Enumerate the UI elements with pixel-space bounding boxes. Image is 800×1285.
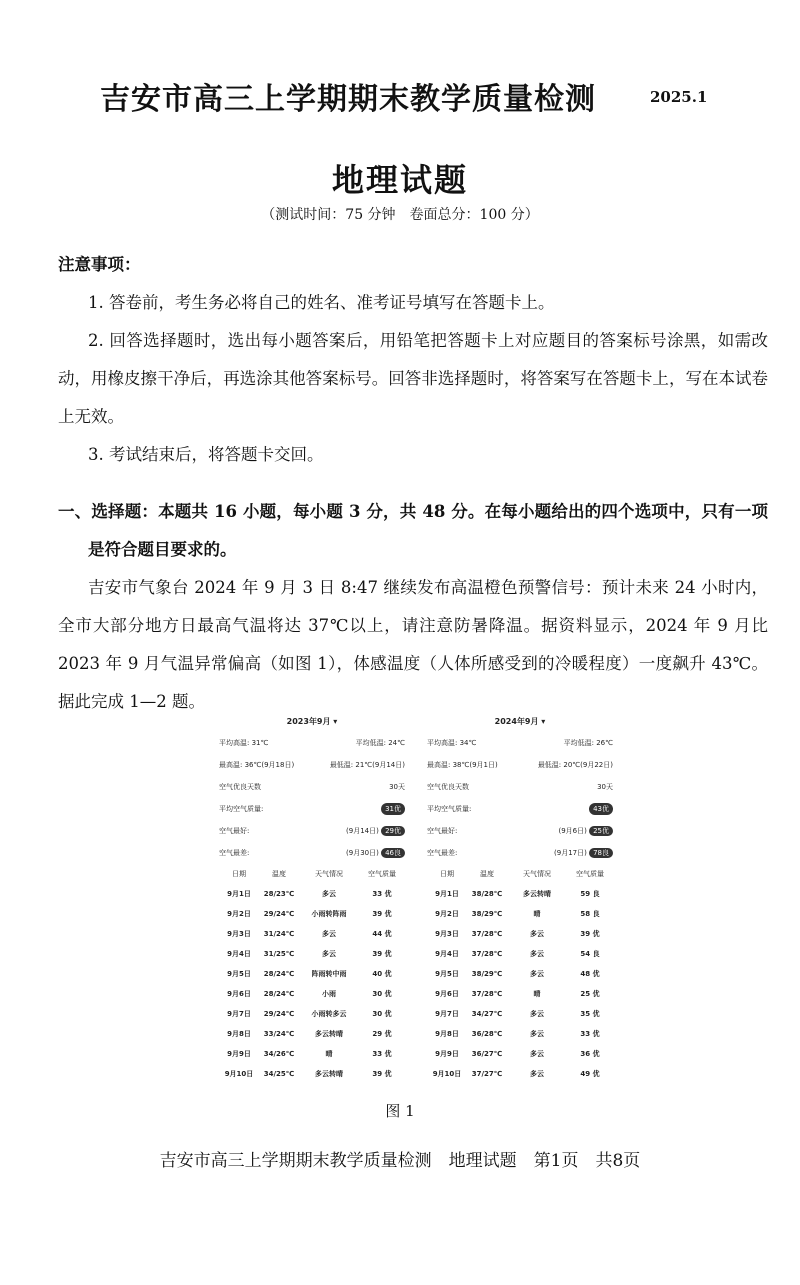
table-cell: 39 优 [372,950,392,958]
table-cell: 36/28℃ [471,1030,503,1038]
month-selector[interactable]: 2024年9月 ▾ [494,717,546,726]
avg-low: 平均低温: 24℃ [355,739,405,747]
table-cell: 9月1日 [435,890,459,898]
worst-aq-badge: 78良 [589,848,613,858]
table-cell: 9月4日 [227,950,251,958]
table-row [219,924,405,944]
page-footer: 吉安市高三上学期期末教学质量检测 地理试题 第1页 共8页 [159,1151,641,1171]
table-header [219,864,405,884]
good-days-label: 空气优良天数 [427,783,469,791]
table-cell: 9月6日 [227,990,251,998]
table-row [427,1044,613,1064]
table-cell: 晴 [325,1050,333,1058]
best-aq-label: 空气最好: [427,827,458,835]
table-cell: 31/25℃ [263,950,295,958]
table-cell: 33 优 [580,1030,600,1038]
worst-aq-label: 空气最差: [219,849,250,857]
worst-aq-date: (9月30日) [346,849,379,857]
max-temp: 最高温: 36℃(9月18日) [219,761,295,769]
month-selector[interactable]: 2023年9月 ▾ [286,717,338,726]
table-cell: 37/28℃ [471,990,503,998]
table-cell: 48 优 [580,970,600,978]
best-aq-badge: 25优 [589,826,613,836]
table-cell: 33/24℃ [263,1030,295,1038]
table-cell: 9月5日 [227,970,251,978]
table-cell: 37/27℃ [471,1070,503,1078]
column-header: 空气质量 [368,870,396,878]
table-cell: 9月3日 [435,930,459,938]
table-cell: 小雨转多云 [311,1010,347,1018]
table-cell: 37/28℃ [471,950,503,958]
table-cell: 38/28℃ [471,890,503,898]
month-panel [219,712,405,1084]
table-cell: 25 优 [580,990,600,998]
worst-aq-date: (9月17日) [554,849,587,857]
avg-aq-badge: 31优 [381,803,405,815]
table-cell: 9月7日 [227,1010,251,1018]
column-header: 天气情况 [315,870,343,878]
table-cell: 40 优 [372,970,392,978]
table-header [427,864,613,884]
table-row [219,944,405,964]
table-cell: 29 优 [372,1030,392,1038]
table-cell: 38/29℃ [471,910,503,918]
table-cell: 阵雨转中雨 [311,970,347,978]
notice-item-2: 2. 回答选择题时，选出每小题答案后，用铅笔把答题卡上对应题目的答案标号涂黑，如需改动，用橡皮擦干净后，再选涂其他答案标号。回答非选择题时，将答案写在答题卡上，写在本试卷上无效。 [58,331,768,426]
table-cell: 28/24℃ [263,970,295,978]
table-cell: 小雨 [322,990,336,998]
table-cell: 多云 [322,950,336,958]
notice-item-1: 1. 答卷前，考生务必将自己的姓名、准考证号填写在答题卡上。 [88,293,555,312]
table-row [427,984,613,1004]
table-cell: 58 良 [580,910,600,918]
table-cell: 38/29℃ [471,970,503,978]
table-cell: 37/28℃ [471,930,503,938]
table-cell: 30 优 [372,1010,392,1018]
table-row [427,1004,613,1024]
table-cell: 44 优 [372,930,392,938]
table-cell: 28/24℃ [263,990,295,998]
table-cell: 9月6日 [435,990,459,998]
table-cell: 多云 [530,970,544,978]
good-days-label: 空气优良天数 [219,783,261,791]
table-cell: 9月2日 [227,910,251,918]
table-cell: 33 优 [372,1050,392,1058]
best-aq-date: (9月6日) [558,827,587,835]
table-cell: 29/24℃ [263,910,295,918]
table-cell: 小雨转阵雨 [311,910,347,918]
passage: 吉安市气象台 2024 年 9 月 3 日 8:47 继续发布高温橙色预警信号：预计未来 24 小时内，全市大部分地方日最高气温将达 37℃以上，请注意防暑降温。据资料显示，2024 年 9 月比 2023 年 9 月气温异常偏高（如图 1），体感温度（人体所感受到的冷暖程度）一度飙升 43℃。据此完成 1—2 题。 [58,578,768,711]
table-cell: 9月1日 [227,890,251,898]
table-cell: 39 优 [372,910,392,918]
table-cell: 33 优 [372,890,392,898]
table-cell: 多云 [530,930,544,938]
min-temp: 最低温: 21℃(9月14日) [329,761,405,769]
table-cell: 晴 [533,990,541,998]
table-row [219,1064,405,1084]
table-cell: 多云 [530,1050,544,1058]
table-row [427,1024,613,1044]
good-days: 30天 [389,783,405,791]
table-cell: 9月3日 [227,930,251,938]
table-row [427,924,613,944]
worst-aq-label: 空气最差: [427,849,458,857]
table-row [427,904,613,924]
table-cell: 34/25℃ [263,1070,295,1078]
table-cell: 29/24℃ [263,1010,295,1018]
notice-item-3: 3. 考试结束后，将答题卡交回。 [88,445,324,464]
table-cell: 36 优 [580,1050,600,1058]
table-cell: 多云 [322,890,336,898]
table-cell: 35 优 [580,1010,600,1018]
table-cell: 多云 [530,1030,544,1038]
table-cell: 9月9日 [227,1050,251,1058]
table-cell: 31/24℃ [263,930,295,938]
column-header: 日期 [232,870,246,878]
best-aq-date: (9月14日) [346,827,379,835]
section-heading: 一、选择题：本题共 16 小题，每小题 3 分，共 48 分。在每小题给出的四个选项中，只有一项是符合题目要求的。 [58,502,768,559]
table-cell: 9月2日 [435,910,459,918]
table-row [219,1044,405,1064]
avg-aq-badge: 43优 [589,803,613,815]
table-cell: 9月8日 [227,1030,251,1038]
table-row [427,1064,613,1084]
exam-title: 吉安市高三上学期期末教学质量检测 [100,82,596,117]
table-cell: 晴 [533,910,541,918]
subject-title: 地理试题 [331,161,468,199]
avg-high: 平均高温: 34℃ [427,739,477,747]
table-cell: 9月7日 [435,1010,459,1018]
table-row [219,904,405,924]
worst-aq-badge: 46良 [381,848,405,858]
table-row [427,884,613,904]
table-cell: 34/26℃ [263,1050,295,1058]
table-cell: 59 良 [580,890,600,898]
good-days: 30天 [597,783,613,791]
best-aq-badge: 29优 [381,826,405,836]
table-cell: 多云转晴 [523,890,551,898]
figure-weather-comparison [215,712,613,1087]
notice-heading: 注意事项： [58,255,141,274]
table-cell: 多云 [530,950,544,958]
avg-low: 平均低温: 26℃ [563,739,613,747]
table-cell: 9月10日 [432,1070,462,1078]
table-row [427,944,613,964]
table-cell: 34/27℃ [471,1010,503,1018]
table-cell: 9月10日 [224,1070,254,1078]
table-cell: 54 良 [580,950,600,958]
table-cell: 49 优 [580,1070,600,1078]
min-temp: 最低温: 20℃(9月22日) [537,761,613,769]
avg-aq-label: 平均空气质量: [427,805,472,813]
table-cell: 9月8日 [435,1030,459,1038]
table-cell: 28/23℃ [263,890,295,898]
table-row [219,964,405,984]
table-cell: 多云 [322,930,336,938]
table-cell: 多云 [530,1010,544,1018]
figure-caption: 图 1 [385,1102,415,1120]
max-temp: 最高温: 38℃(9月1日) [427,761,498,769]
avg-high: 平均高温: 31℃ [219,739,269,747]
table-cell: 36/27℃ [471,1050,503,1058]
column-header: 温度 [480,870,494,878]
exam-date: 2025.1 [650,88,708,106]
month-panel [427,712,613,1084]
table-cell: 多云转晴 [315,1030,343,1038]
table-cell: 多云转晴 [315,1070,343,1078]
table-row [219,884,405,904]
table-cell: 30 优 [372,990,392,998]
table-row [427,964,613,984]
table-cell: 39 优 [580,930,600,938]
avg-aq-label: 平均空气质量: [219,805,264,813]
exam-meta: （测试时间：75 分钟 卷面总分：100 分） [261,207,539,223]
table-cell: 9月4日 [435,950,459,958]
column-header: 温度 [272,870,286,878]
table-cell: 39 优 [372,1070,392,1078]
table-cell: 9月9日 [435,1050,459,1058]
table-row [219,1024,405,1044]
column-header: 天气情况 [523,870,551,878]
table-cell: 9月5日 [435,970,459,978]
column-header: 日期 [440,870,454,878]
table-row [219,984,405,1004]
best-aq-label: 空气最好: [219,827,250,835]
column-header: 空气质量 [576,870,604,878]
table-cell: 多云 [530,1070,544,1078]
table-row [219,1004,405,1024]
